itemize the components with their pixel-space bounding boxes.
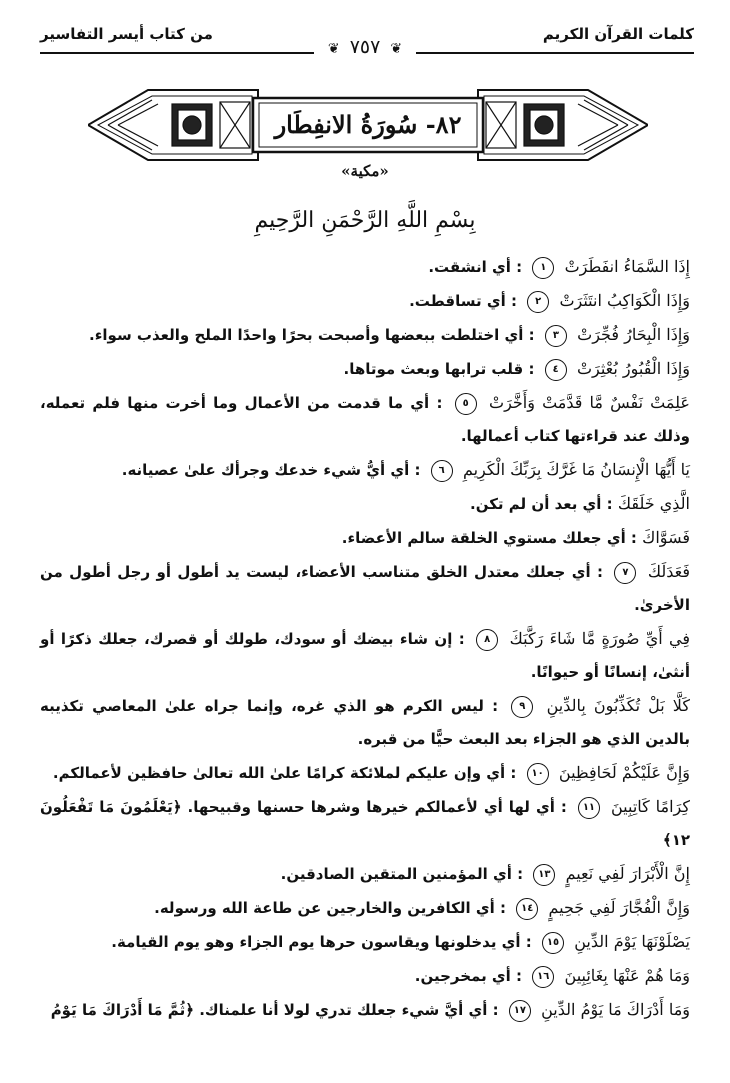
list-item	[40, 925, 690, 959]
page-number	[314, 36, 416, 58]
explanation: : أي وإن عليكم لملائكة كرامًا علىٰ الله تعالىٰ حافظين لأعمالكم.	[52, 764, 517, 782]
explanation: : أي تساقطت.	[409, 292, 517, 310]
verse-text: وَإِذَا الْقُبُورُ بُعْثِرَتْ	[576, 359, 690, 378]
verse-text: الَّذِي خَلَقَكَ	[617, 494, 690, 513]
verse-number: ١٠	[527, 763, 549, 785]
explanation: : أي انشقت.	[428, 258, 523, 276]
explanation: : أي الكافرين والخارجين عن طاعة الله ورسوله.	[154, 899, 506, 917]
verse-number: ٨	[476, 629, 498, 651]
verse-number: ١١	[578, 797, 600, 819]
page-number-value: ٧٥٧	[349, 36, 381, 58]
explanation: : أي ما قدمت من الأعمال وما أخرت منها فلم تعمله، وذلك عند قراءتها كتاب أعمالها.	[40, 394, 690, 445]
verse-text: إِذَا السَّمَاءُ انفَطَرَتْ	[564, 257, 690, 276]
verse-number: ٢	[527, 291, 549, 313]
explanation: : أي المؤمنين المتقين الصادقين.	[280, 865, 524, 883]
explanation: : أي اختلطت ببعضها وأصبحت بحرًا واحدًا الملح والعذب سواء.	[89, 326, 535, 344]
list-item	[40, 284, 690, 318]
explanation: : ليس الكرم هو الذي غره، وإنما جراه علىٰ المعاصي تكذيبه بالدين الذي هو الجزاء بعد البعث حيًّا من قبره.	[40, 697, 690, 748]
list-item	[40, 857, 690, 891]
ornament-icon: ❦	[390, 41, 403, 57]
verse-text: كَلَّا بَلْ تُكَذِّبُونَ بِالدِّينِ	[546, 696, 690, 715]
verse-text: وَإِذَا الْبِحَارُ فُجِّرَتْ	[577, 325, 690, 344]
list-item	[40, 689, 690, 756]
verse-text: وَإِنَّ الْفُجَّارَ لَفِي جَحِيمٍ	[548, 898, 690, 917]
verse-text: وَمَا هُمْ عَنْهَا بِغَائِبِينَ	[564, 966, 690, 985]
list-item	[40, 453, 690, 487]
explanation: : أي أيُّ شيء خدعك وجرأك علىٰ عصيانه.	[121, 461, 421, 479]
verse-number: ٦	[431, 460, 453, 482]
verse-text: يَصْلَوْنَهَا يَوْمَ الدِّينِ	[574, 932, 690, 951]
surah-title: ٨٢- سُورَةُ الانفِطَار	[274, 109, 462, 139]
list-item	[40, 352, 690, 386]
explanation: : أي بعد أن لم تكن.	[470, 495, 613, 513]
explanation: : أي أيَّ شيء جعلك تدري لولا أنا علمناك. ﴿ثُمَّ مَا أَدْرَاكَ مَا يَوْمُ	[50, 1001, 499, 1019]
word-list	[40, 250, 690, 1027]
verse-text: عَلِمَتْ نَفْسٌ مَّا قَدَّمَتْ وَأَخَّرَتْ	[489, 393, 690, 412]
list-item	[40, 891, 690, 925]
verse-number: ٩	[511, 696, 533, 718]
verse-text: وَإِذَا الْكَوَاكِبُ انتَثَرَتْ	[559, 291, 690, 310]
explanation: : أي بمخرجين.	[414, 967, 523, 985]
verse-text: وَمَا أَدْرَاكَ مَا يَوْمُ الدِّينِ	[541, 1000, 690, 1019]
verse-text: يَا أَيُّهَا الْإِنسَانُ مَا غَرَّكَ بِرَبِّكَ الْكَرِيمِ	[462, 460, 690, 479]
verse-number: ٥	[455, 393, 477, 415]
list-item	[40, 756, 690, 790]
verse-number: ٣	[545, 325, 567, 347]
explanation: : أي جعلك معتدل الخلق متناسب الأعضاء، ليست يد أطول أو رجل أطول من الأخرىٰ.	[40, 563, 690, 614]
explanation: : قلب ترابها وبعث موتاها.	[343, 360, 535, 378]
verse-number: ١	[532, 257, 554, 279]
list-item	[40, 487, 690, 521]
ornament-icon: ❦	[327, 41, 340, 57]
surah-banner	[88, 88, 648, 162]
verse-number: ١٧	[509, 1000, 531, 1022]
verse-number: ١٤	[516, 898, 538, 920]
list-item	[40, 521, 690, 555]
basmala: بِسْمِ اللَّهِ الرَّحْمَنِ الرَّحِيمِ	[254, 208, 476, 233]
list-item	[40, 318, 690, 352]
verse-number: ٧	[614, 562, 636, 584]
verse-text: وَإِنَّ عَلَيْكُمْ لَحَافِظِينَ	[558, 763, 690, 782]
list-item	[40, 993, 690, 1027]
explanation: : أي جعلك مستوي الخلقة سالم الأعضاء.	[341, 529, 637, 547]
list-item	[40, 555, 690, 622]
verse-text: فَسَوَّاكَ	[642, 528, 690, 547]
verse-text: كِرَامًا كَاتِبِينَ	[610, 797, 691, 816]
page-number-block	[0, 36, 730, 58]
surah-type: «مكية»	[341, 162, 389, 180]
list-item	[40, 622, 690, 689]
explanation: : إن شاء بيضك أو سودك، طولك أو قصرك، جعلك ذكرًا أو أنثىٰ، إنسانًا أو حيوانًا.	[40, 630, 690, 681]
verse-number: ٤	[545, 359, 567, 381]
verse-number: ١٥	[542, 932, 564, 954]
explanation: : أي يدخلونها ويقاسون حرها يوم الجزاء وهو يوم القيامة.	[111, 933, 532, 951]
explanation: : أي لها أي لأعمالكم خيرها وشرها حسنها وقبيحها. ﴿يَعْلَمُونَ مَا تَفْعَلُونَ ١٢﴾	[40, 798, 690, 849]
verse-text: فَعَدَلَكَ	[647, 562, 690, 581]
verse-number: ١٣	[533, 864, 555, 886]
book-title: كلمات القرآن الكريم	[542, 25, 694, 43]
source-title: من كتاب أيسر التفاسير	[40, 25, 213, 43]
list-item	[40, 790, 690, 857]
list-item	[40, 959, 690, 993]
list-item	[40, 250, 690, 284]
verse-text: فِي أَيِّ صُورَةٍ مَّا شَاءَ رَكَّبَكَ	[509, 629, 690, 648]
verse-text: إِنَّ الْأَبْرَارَ لَفِي نَعِيمٍ	[565, 864, 690, 883]
verse-number: ١٦	[532, 966, 554, 988]
list-item	[40, 386, 690, 453]
